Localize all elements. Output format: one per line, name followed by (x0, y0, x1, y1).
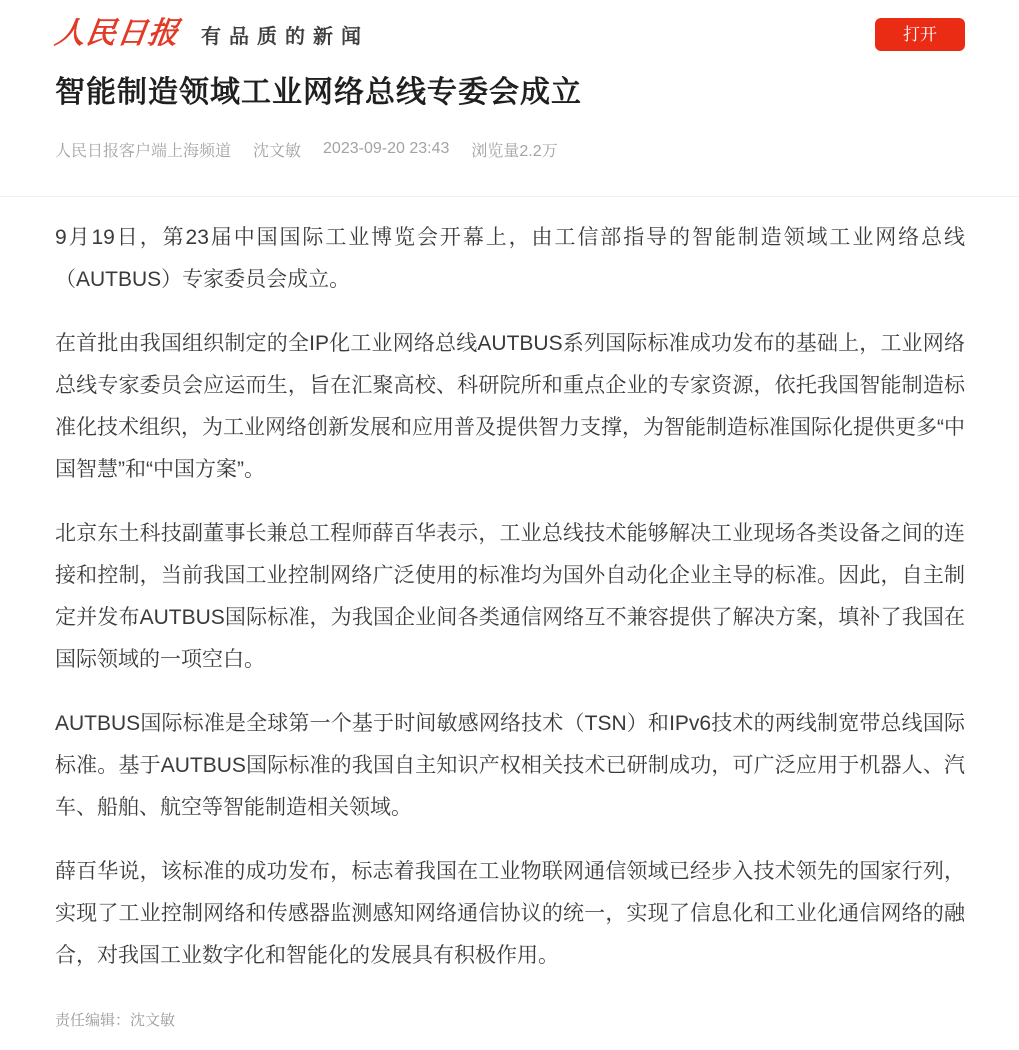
article-paragraph-5: 薛百华说，该标准的成功发布，标志着我国在工业物联网通信领域已经步入技术领先的国家行列，实现了工业控制网络和传感器监测感知网络通信协议的统一，实现了信息化和工业化通信网络的融合，对我国工业数字化和智能化的发展具有积极作用。 (55, 859, 965, 967)
editor-name: 沈文敏 (130, 1011, 176, 1029)
article-paragraph-3: 北京东土科技副董事长兼总工程师薛百华表示，工业总线技术能够解决工业现场各类设备之间的连接和控制，当前我国工业控制网络广泛使用的标准均为国外自动化企业主导的标准。因此，自主制定并发布AUTBUS国际标准，为我国企业间各类通信网络互不兼容提供了解决方案，填补了我国在国际领域的一项空白。 (55, 521, 965, 671)
brand-tagline: 有品质的新闻 (201, 25, 369, 48)
meta-datetime: 2023-09-20 23:43 (323, 140, 450, 157)
editor-label: 责任编辑： (55, 1011, 131, 1029)
meta-view-count: 浏览量2.2万 (471, 142, 558, 160)
article-title: 智能制造领域工业网络总线专委会成立 (55, 76, 582, 109)
article-paragraph-2: 在首批由我国组织制定的全IP化工业网络总线AUTBUS系列国际标准成功发布的基础上，工业网络总线专家委员会应运而生，旨在汇聚高校、科研院所和重点企业的专家资源，依托我国智能制造标准化技术组织，为工业网络创新发展和应用普及提供智力支撑，为智能制造标准国际化提供更多“中国智慧”和“中国方案”。 (55, 331, 965, 481)
article-meta (0, 138, 1019, 161)
site-header (0, 0, 1019, 62)
editor-credit (0, 999, 1019, 1050)
meta-source-channel[interactable]: 人民日报客户端上海频道 (55, 142, 232, 160)
peoples-daily-logo[interactable]: 人民日报 (52, 16, 182, 51)
meta-author: 沈文敏 (253, 142, 302, 160)
article-paragraph-4: AUTBUS国际标准是全球第一个基于时间敏感网络技术（TSN）和IPv6技术的两线制宽带总线国际标准。基于AUTBUS国际标准的我国自主知识产权相关技术已研制成功，可广泛应用于机器人、汽车、船舶、航空等智能制造相关领域。 (55, 711, 965, 819)
open-app-button[interactable]: 打开 (875, 18, 965, 51)
article-paragraph-1: 9月19日，第23届中国国际工业博览会开幕上，由工信部指导的智能制造领域工业网络总线（AUTBUS）专家委员会成立。 (55, 225, 965, 291)
brand (52, 16, 369, 51)
article-body (0, 197, 1019, 977)
